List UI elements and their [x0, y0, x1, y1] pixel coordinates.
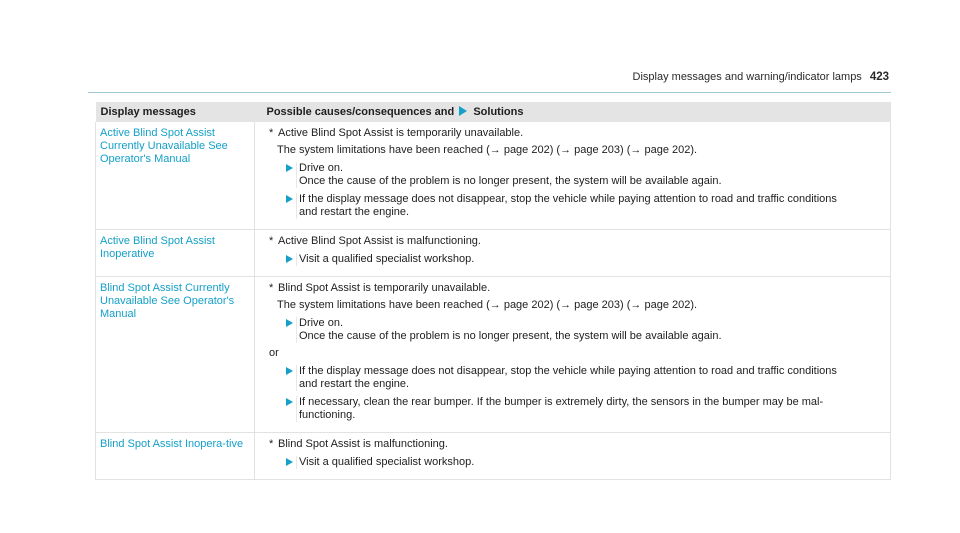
col-header-solutions: Solutions [473, 106, 524, 118]
table-row [96, 122, 891, 230]
limitations-text: The system limitations have been reached (→ page 202) (→ page 203) (→ page 202). [277, 144, 698, 156]
solution-cell [255, 122, 891, 230]
footnote-star: * [269, 235, 274, 247]
col-header-display-messages: Display messages [96, 102, 255, 122]
table-row [96, 230, 891, 277]
solution-step [269, 193, 886, 219]
table-row [96, 433, 891, 480]
message-cell: Active Blind Spot Assist Currently Unavailable See Operator's Manual [96, 122, 255, 230]
message-cell: Blind Spot Assist Inopera-tive [96, 433, 255, 480]
cause-text: Blind Spot Assist is temporarily unavailable. [278, 282, 491, 294]
cause-text: Active Blind Spot Assist is malfunctioning. [278, 235, 481, 247]
step-arrow-icon [286, 458, 293, 466]
or-text: or [269, 347, 279, 359]
footnote-star: * [269, 127, 274, 139]
col-header-causes: Possible causes/consequences and [266, 106, 455, 118]
message-cell: Active Blind Spot Assist Inoperative [96, 230, 255, 277]
step-arrow-icon [286, 164, 293, 172]
solution-cell [255, 433, 891, 480]
step-line: If the display message does not disappear, stop the vehicle while paying attention to road and traffic conditions [299, 365, 837, 377]
step-arrow-icon [286, 195, 293, 203]
page-number: 423 [869, 71, 889, 83]
step-line: Visit a qualified specialist workshop. [299, 253, 475, 265]
step-arrow-icon [286, 367, 293, 375]
step-line: Drive on. [299, 317, 344, 329]
cause-text: Blind Spot Assist is malfunctioning. [278, 438, 448, 450]
page-header [633, 71, 889, 83]
message-cell: Blind Spot Assist Currently Unavailable See Operator's Manual [96, 277, 255, 433]
step-line: Once the cause of the problem is no longer present, the system will be available again. [299, 330, 722, 342]
header-title: Display messages and warning/indicator lamps [632, 71, 862, 83]
step-arrow-icon [286, 398, 293, 406]
table-header-row [96, 102, 891, 122]
solution-step [269, 365, 886, 391]
solution-cell [255, 277, 891, 433]
solution-step [269, 162, 886, 188]
display-messages-table [95, 102, 891, 480]
solution-step [269, 253, 886, 266]
step-line: and restart the engine. [299, 378, 410, 390]
footnote-star: * [269, 282, 274, 294]
table-row [96, 277, 891, 433]
solution-step [269, 317, 886, 343]
solution-arrow-icon [459, 106, 467, 116]
step-line: and restart the engine. [299, 206, 410, 218]
cause-text: Active Blind Spot Assist is temporarily unavailable. [278, 127, 524, 139]
solution-step [269, 456, 886, 469]
step-line: If necessary, clean the rear bumper. If the bumper is extremely dirty, the sensors in the bumper may be mal- [299, 396, 824, 408]
step-line: Once the cause of the problem is no longer present, the system will be available again. [299, 175, 722, 187]
step-line: Visit a qualified specialist workshop. [299, 456, 475, 468]
footnote-star: * [269, 438, 274, 450]
col-header-causes-solutions [255, 102, 891, 122]
solution-step [269, 396, 886, 422]
step-line: If the display message does not disappear, stop the vehicle while paying attention to road and traffic conditions [299, 193, 837, 205]
step-line: Drive on. [299, 162, 344, 174]
limitations-text: The system limitations have been reached (→ page 202) (→ page 203) (→ page 202). [277, 299, 698, 311]
step-line: functioning. [299, 409, 356, 421]
header-rule [88, 92, 891, 93]
step-arrow-icon [286, 319, 293, 327]
solution-cell [255, 230, 891, 277]
step-arrow-icon [286, 255, 293, 263]
